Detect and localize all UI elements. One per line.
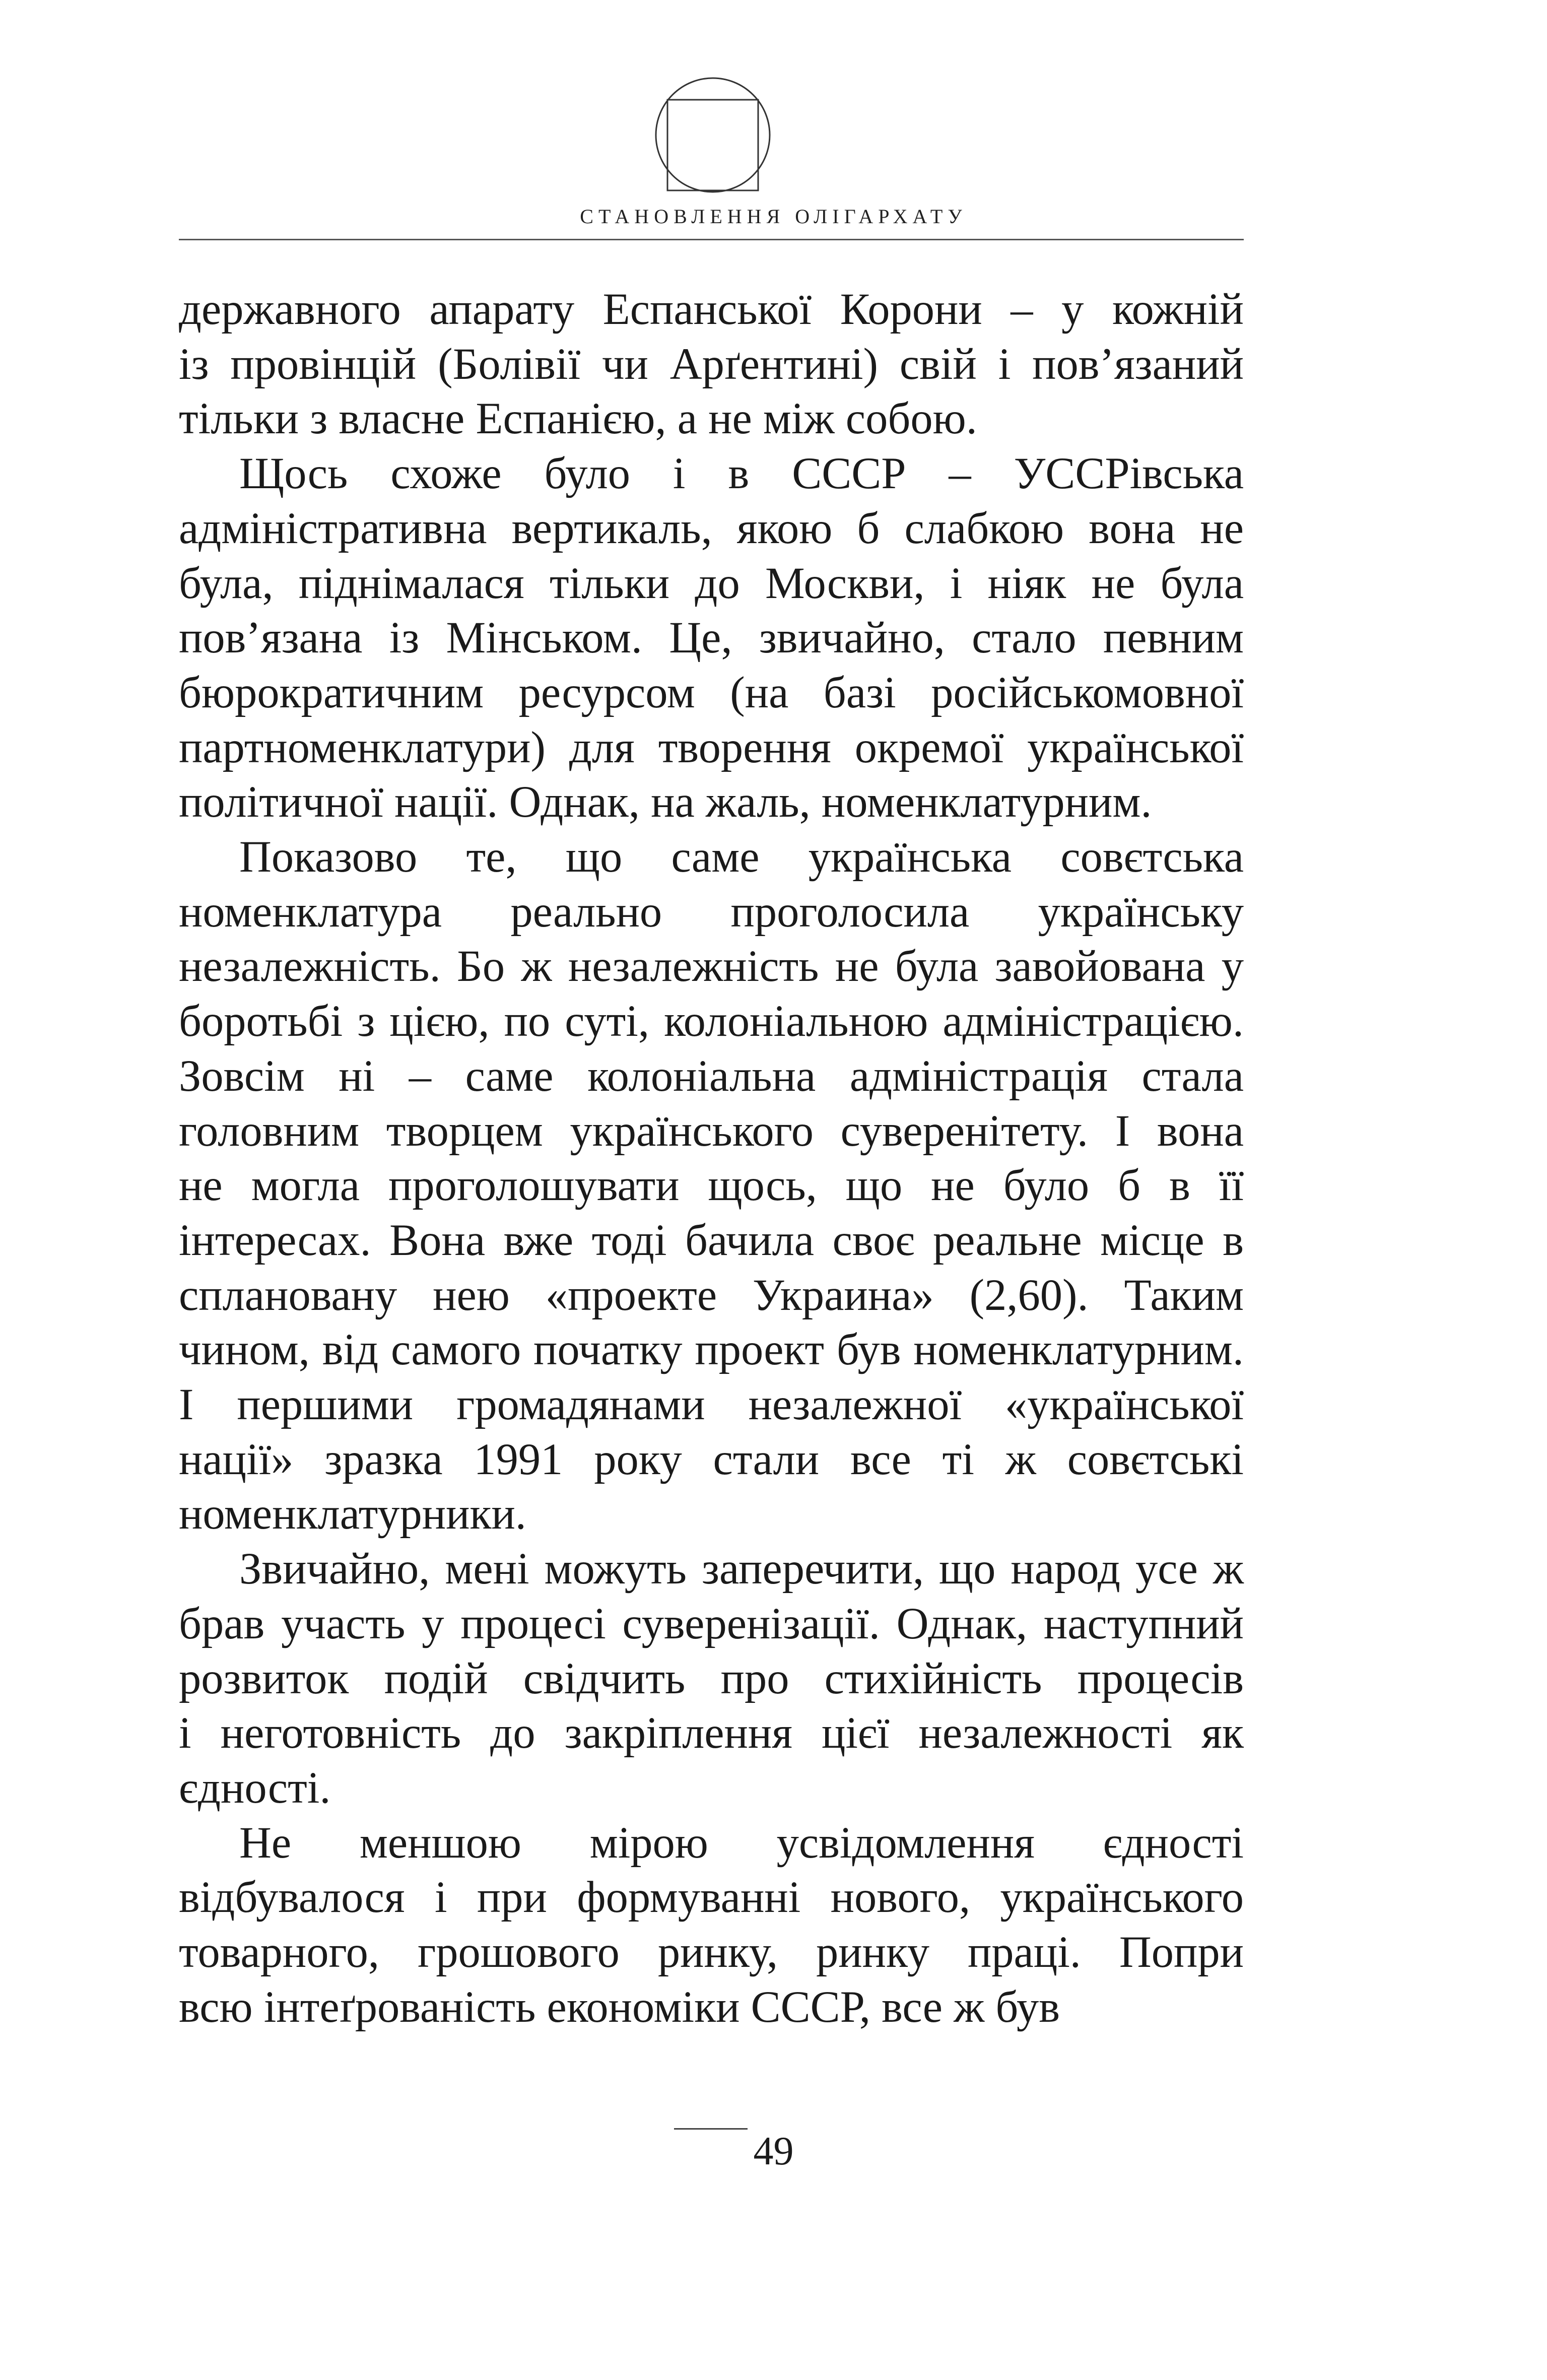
paragraph bbox=[179, 830, 1244, 1542]
text-line: інтересах. Вона вже тоді бачила своє реальне місце в bbox=[179, 1215, 1244, 1265]
text-line: відбувалося і при формуванні нового, українського bbox=[179, 1873, 1244, 1923]
text-line: була, піднімалася тільки до Москви, і ніяк не була bbox=[179, 558, 1244, 608]
text-line: брав участь у процесі суверенізації. Однак, наступний bbox=[179, 1599, 1244, 1648]
text-line: і неготовність до закріплення цієї незалежності як bbox=[179, 1708, 1244, 1758]
text-line: незалежність. Бо ж незалежність не була завойована у bbox=[179, 942, 1244, 991]
body-text bbox=[179, 282, 1244, 2035]
text-line: І першими громадянами незалежної «української bbox=[179, 1380, 1244, 1430]
text-line: всю інтеґрованість економіки СССР, все ж був bbox=[179, 1982, 1060, 2032]
text-line: нації» зразка 1991 року стали все ті ж совєтські bbox=[179, 1434, 1244, 1484]
text-line: сплановану нею «проекте Украина» (2,60). Таким bbox=[179, 1270, 1244, 1320]
text-line: бюрократичним ресурсом (на базі російськомовної bbox=[179, 668, 1244, 717]
text-line: номенклатура реально проголосила українську bbox=[179, 887, 1244, 937]
text-line: партноменклатури) для творення окремої української bbox=[179, 722, 1244, 772]
text-line: боротьбі з цією, по суті, колоніальною адміністрацією. bbox=[179, 997, 1244, 1046]
text-line: Щось схоже було і в СССР – УССРівська bbox=[239, 449, 1244, 499]
text-line: пов’язана із Мінськом. Це, звичайно, стало певним bbox=[179, 613, 1244, 663]
text-line: Не меншою мірою усвідомлення єдності bbox=[239, 1818, 1244, 1868]
text-line: політичної нації. Однак, на жаль, номенклатурним. bbox=[179, 777, 1152, 827]
paragraph bbox=[179, 282, 1244, 446]
text-line: Показово те, що саме українська совєтська bbox=[239, 832, 1244, 882]
text-line: тільки з власне Еспанією, а не між собою. bbox=[179, 394, 977, 444]
text-line: номенклатурники. bbox=[179, 1489, 526, 1539]
text-line: не могла проголошувати щось, що не було б в її bbox=[179, 1161, 1244, 1211]
text-line: розвиток подій свідчить про стихійність процесів bbox=[179, 1654, 1244, 1703]
text-line: Звичайно, мені можуть заперечити, що народ усе ж bbox=[239, 1544, 1244, 1594]
text-line: із провінцій (Болівії чи Арґентині) свій і пов’язаний bbox=[179, 339, 1244, 389]
paragraph bbox=[179, 1542, 1244, 1816]
text-line: єдності. bbox=[179, 1763, 331, 1813]
paragraph bbox=[179, 1816, 1244, 2035]
text-line: товарного, грошового ринку, ринку праці. Попри bbox=[179, 1928, 1244, 1977]
text-line: державного апарату Еспанської Корони – у кожній bbox=[179, 285, 1244, 334]
text-line: головним творцем українського суверенітету. І вона bbox=[179, 1106, 1244, 1156]
text-line: адміністративна вертикаль, якою б слабкою вона не bbox=[179, 503, 1244, 553]
header-divider bbox=[179, 239, 1244, 240]
page-number: 49 bbox=[753, 2129, 794, 2173]
running-head: СТАНОВЛЕННЯ ОЛІГАРХАТУ bbox=[580, 205, 967, 228]
text-line: чином, від самого початку проект був номенклатурним. bbox=[179, 1325, 1244, 1375]
circle-square-emblem-icon bbox=[652, 75, 773, 195]
paragraph bbox=[179, 446, 1244, 830]
text-line: Зовсім ні – саме колоніальна адміністрація стала bbox=[179, 1051, 1244, 1101]
